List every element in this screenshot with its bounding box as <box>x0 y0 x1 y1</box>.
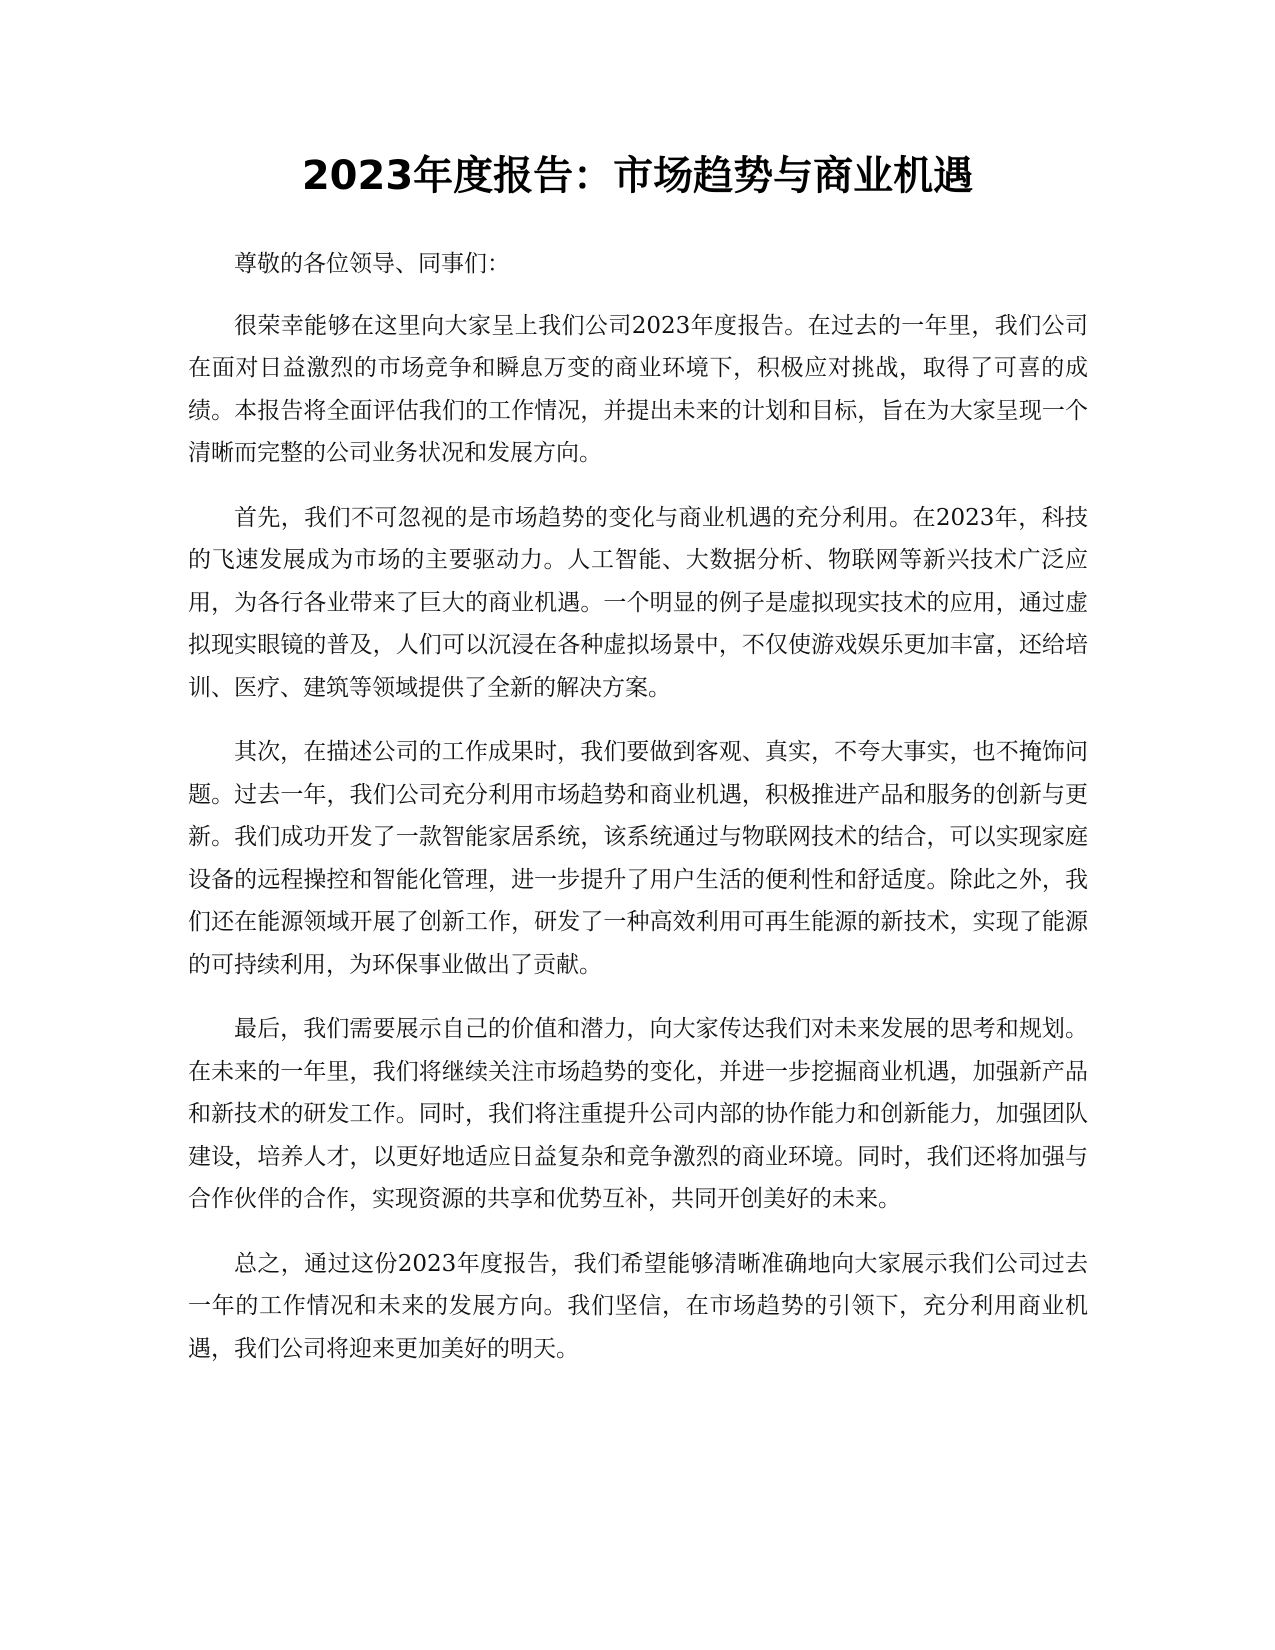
document-title: 2023年度报告：市场趋势与商业机遇 <box>301 153 974 199</box>
document-body <box>188 243 1088 1392</box>
paragraph-work-results: 其次，在描述公司的工作成果时，我们要做到客观、真实，不夸大事实，也不掩饰问题。过去一年，我们公司充分利用市场趋势和商业机遇，积极推进产品和服务的创新与更新。我们成功开发了一款智能家居系统，该系统通过与物联网技术的结合，可以实现家庭设备的远程操控和智能化管理，进一步提升了用户生活的便利性和舒适度。除此之外，我们还在能源领域开展了创新工作，研发了一种高效利用可再生能源的新技术，实现了能源的可持续利用，为环保事业做出了贡献。 <box>188 739 1088 978</box>
paragraph-conclusion: 总之，通过这份2023年度报告，我们希望能够清晰准确地向大家展示我们公司过去一年的工作情况和未来的发展方向。我们坚信，在市场趋势的引领下，充分利用商业机遇，我们公司将迎来更加美好的明天。 <box>188 1250 1088 1362</box>
paragraph-intro: 很荣幸能够在这里向大家呈上我们公司2023年度报告。在过去的一年里，我们公司在面对日益激烈的市场竞争和瞬息万变的商业环境下，积极应对挑战，取得了可喜的成绩。本报告将全面评估我们的工作情况，并提出未来的计划和目标，旨在为大家呈现一个清晰而完整的公司业务状况和发展方向。 <box>188 312 1088 466</box>
paragraph-market-trends: 首先，我们不可忽视的是市场趋势的变化与商业机遇的充分利用。在2023年，科技的飞速发展成为市场的主要驱动力。人工智能、大数据分析、物联网等新兴技术广泛应用，为各行各业带来了巨大的商业机遇。一个明显的例子是虚拟现实技术的应用，通过虚拟现实眼镜的普及，人们可以沉浸在各种虚拟场景中，不仅使游戏娱乐更加丰富，还给培训、医疗、建筑等领域提供了全新的解决方案。 <box>188 504 1088 701</box>
paragraph-future-plans: 最后，我们需要展示自己的价值和潜力，向大家传达我们对未来发展的思考和规划。在未来的一年里，我们将继续关注市场趋势的变化，并进一步挖掘商业机遇，加强新产品和新技术的研发工作。同时，我们将注重提升公司内部的协作能力和创新能力，加强团队建设，培养人才，以更好地适应日益复杂和竞争激烈的商业环境。同时，我们还将加强与合作伙伴的合作，实现资源的共享和优势互补，共同开创美好的未来。 <box>188 1016 1088 1212</box>
salutation: 尊敬的各位领导、同事们： <box>234 251 510 277</box>
